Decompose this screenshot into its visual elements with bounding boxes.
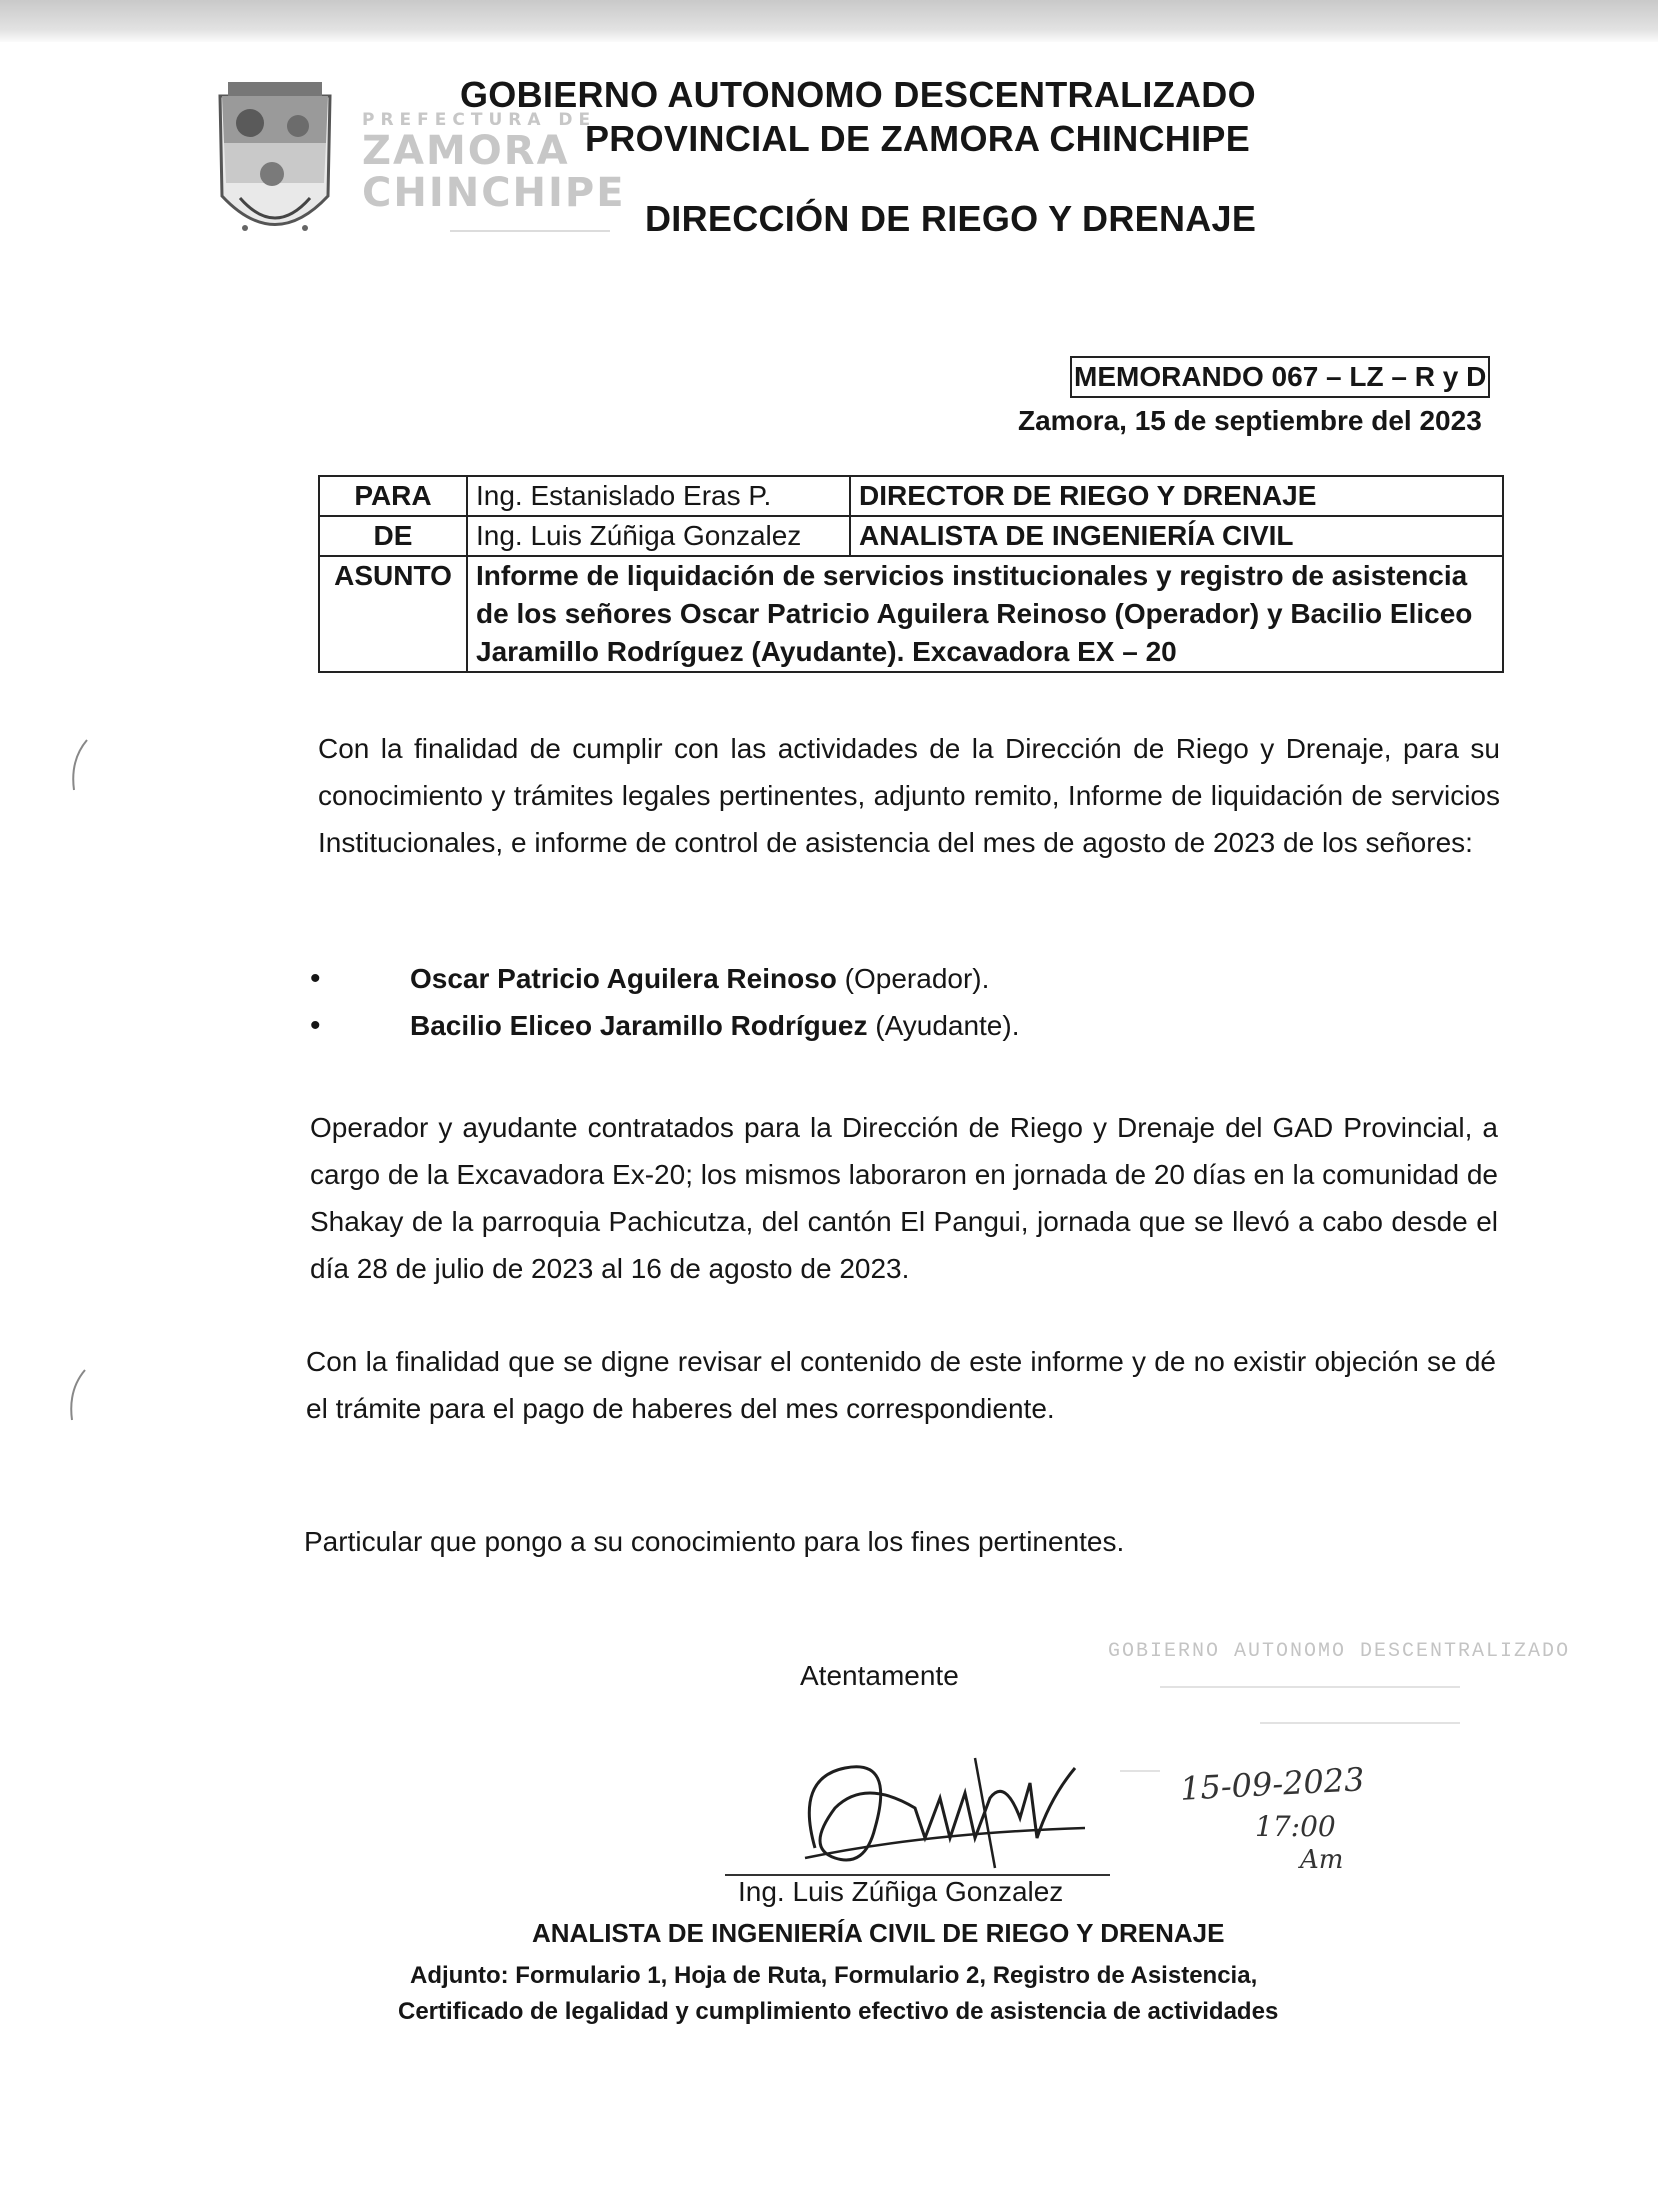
list-item: [310, 1002, 1020, 1049]
closing-atentamente: Atentamente: [800, 1660, 959, 1691]
bullet-icon: •: [310, 1009, 321, 1042]
asunto-text: Informe de liquidación de servicios institucionales y registro de asistencia de los señores Oscar Patricio Aguilera Reinoso (Operador) y Bacilio Eliceo Jaramillo Rodríguez (Ayudante). Excavadora EX – 20: [467, 556, 1503, 672]
handwritten-date: 15-09-2023: [1179, 1760, 1366, 1808]
signature-scribble: [775, 1738, 1095, 1893]
handwritten-reception-note: [1179, 1760, 1480, 1905]
stamp-line: [1160, 1686, 1460, 1688]
scan-margin-mark: [62, 735, 92, 795]
logo-zamora-text: ZAMORA: [362, 128, 570, 174]
bullet-role: (Ayudante).: [867, 1010, 1020, 1041]
memo-header-table: [318, 475, 1504, 673]
stamp-text: GOBIERNO AUTONOMO DESCENTRALIZADO: [1108, 1640, 1571, 1663]
attachments-line-2: Certificado de legalidad y cumplimiento efectivo de asistencia de actividades: [398, 1998, 1279, 2025]
para-label: PARA: [319, 476, 467, 516]
header-line2: PROVINCIAL DE ZAMORA CHINCHIPE: [585, 118, 1251, 159]
bullet-name: Bacilio Eliceo Jaramillo Rodríguez: [410, 1010, 868, 1041]
bullet-list: [310, 955, 1020, 1049]
list-item: [310, 955, 1020, 1002]
table-row-asunto: [319, 556, 1503, 672]
de-role: ANALISTA DE INGENIERÍA CIVIL: [850, 516, 1503, 556]
signer-title: ANALISTA DE INGENIERÍA CIVIL DE RIEGO Y DRENAJE: [532, 1918, 1225, 1948]
logo-rule: [450, 230, 610, 232]
bullet-icon: •: [310, 962, 321, 995]
table-row-de: [319, 516, 1503, 556]
body-paragraph-2: Operador y ayudante contratados para la Dirección de Riego y Drenaje del GAD Provincial, a cargo de la Excavadora Ex-20; los mismos laboraron en jornada de 20 días en la comunidad de Shakay de la parroquia Pachicutza, del cantón El Pangui, jornada que se llevó a cabo desde el día 28 de julio de 2023 al 16 de agosto de 2023.: [310, 1112, 1498, 1284]
header-line1: GOBIERNO AUTONOMO DESCENTRALIZADO: [460, 74, 1256, 115]
para-role: DIRECTOR DE RIEGO Y DRENAJE: [850, 476, 1503, 516]
table-row-para: [319, 476, 1503, 516]
logo-chinchipe-text: CHINCHIPE: [362, 170, 626, 216]
logo-small-text: PREFECTURA DE: [362, 110, 597, 130]
memo-number: MEMORANDO 067 – LZ – R y D: [1070, 356, 1490, 398]
scan-top-border: [0, 0, 1658, 42]
attachments-line-1: Adjunto: Formulario 1, Hoja de Ruta, Formulario 2, Registro de Asistencia,: [410, 1962, 1258, 1989]
scan-margin-mark: [60, 1365, 90, 1425]
para-name: Ing. Estanislado Eras P.: [467, 476, 850, 516]
prefectura-logo-text: [362, 110, 626, 232]
bullet-name: Oscar Patricio Aguilera Reinoso: [410, 963, 837, 994]
asunto-label: ASUNTO: [319, 556, 467, 672]
body-paragraph-3: Con la finalidad que se digne revisar el contenido de este informe y de no existir objeción se dé el trámite para el pago de haberes del mes correspondiente.: [306, 1346, 1496, 1424]
body-paragraph-4: Particular que pongo a su conocimiento para los fines pertinentes.: [304, 1526, 1125, 1557]
handwritten-time: 17:00: [1255, 1810, 1336, 1843]
signer-name: Ing. Luis Zúñiga Gonzalez: [738, 1876, 1064, 1907]
bullet-role: (Operador).: [836, 963, 990, 994]
provincial-seal-icon: [210, 78, 340, 263]
de-label: DE: [319, 516, 467, 556]
de-name: Ing. Luis Zúñiga Gonzalez: [467, 516, 850, 556]
body-paragraph-1: Con la finalidad de cumplir con las actividades de la Dirección de Riego y Drenaje, para su conocimiento y trámites legales pertinentes, adjunto remito, Informe de liquidación de servicios Institucionales, e informe de control de asistencia del mes de agosto de 2023 de los señores:: [318, 733, 1500, 858]
stamp-line: [1260, 1722, 1460, 1724]
header-department: DIRECCIÓN DE RIEGO Y DRENAJE: [645, 198, 1257, 239]
handwritten-initials: Am: [1300, 1845, 1344, 1875]
stamp-line: [1120, 1770, 1160, 1772]
memo-date: Zamora, 15 de septiembre del 2023: [1018, 405, 1482, 436]
